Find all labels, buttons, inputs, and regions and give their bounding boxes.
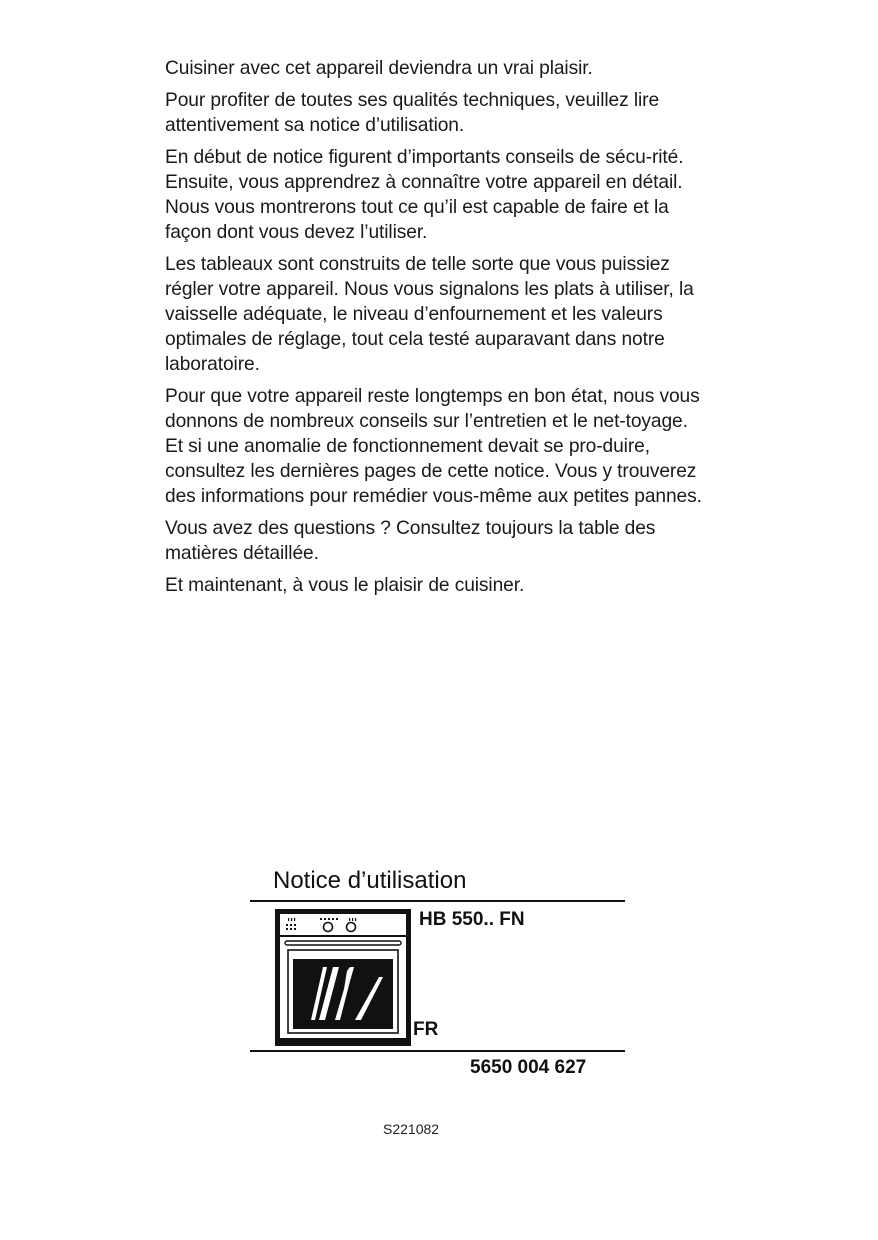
document-code: S221082 <box>383 1121 440 1137</box>
part-number: 5650 004 627 <box>470 1057 587 1078</box>
language-code: FR <box>413 1019 439 1040</box>
cover-title: Notice d’utilisation <box>273 867 467 894</box>
intro-paragraph-4: Les tableaux sont construits de telle sorte que vous puissiez régler votre appareil. Nous vous signalons les plats à utiliser, la vaisselle adéquate, le niveau d’enfournement et les valeurs optimales de réglage, tout cela testé auparavant dans notre laboratoire. <box>165 254 694 375</box>
intro-paragraph-1: Cuisiner avec cet appareil deviendra un vrai plaisir. <box>165 58 593 79</box>
model-number: HB 550.. FN <box>419 909 525 930</box>
intro-paragraph-3: En début de notice figurent d’importants conseils de sécu-rité. Ensuite, vous apprendrez à connaître votre appareil en détail. Nous vous montrerons tout ce qu’il est capable de faire et la façon dont vous devez l’utiliser. <box>165 147 684 243</box>
intro-text <box>165 56 710 605</box>
intro-paragraph-2: Pour profiter de toutes ses qualités techniques, veuillez lire attentivement sa notice d’utilisation. <box>165 90 660 136</box>
top-divider <box>250 900 625 902</box>
bottom-divider <box>250 1050 625 1052</box>
intro-paragraph-5: Pour que votre appareil reste longtemps en bon état, nous vous donnons de nombreux conseils sur l’entretien et le net-toyage. Et si une anomalie de fonctionnement devait se pro-duire, consultez les dernières pages de cette notice. Vous y trouverez des informations pour remédier vous-même aux petites pannes. <box>165 386 702 507</box>
oven-icon <box>275 909 411 1046</box>
intro-paragraph-7: Et maintenant, à vous le plaisir de cuisiner. <box>165 575 525 596</box>
cover-block <box>250 866 626 1096</box>
intro-paragraph-6: Vous avez des questions ? Consultez toujours la table des matières détaillée. <box>165 518 656 564</box>
